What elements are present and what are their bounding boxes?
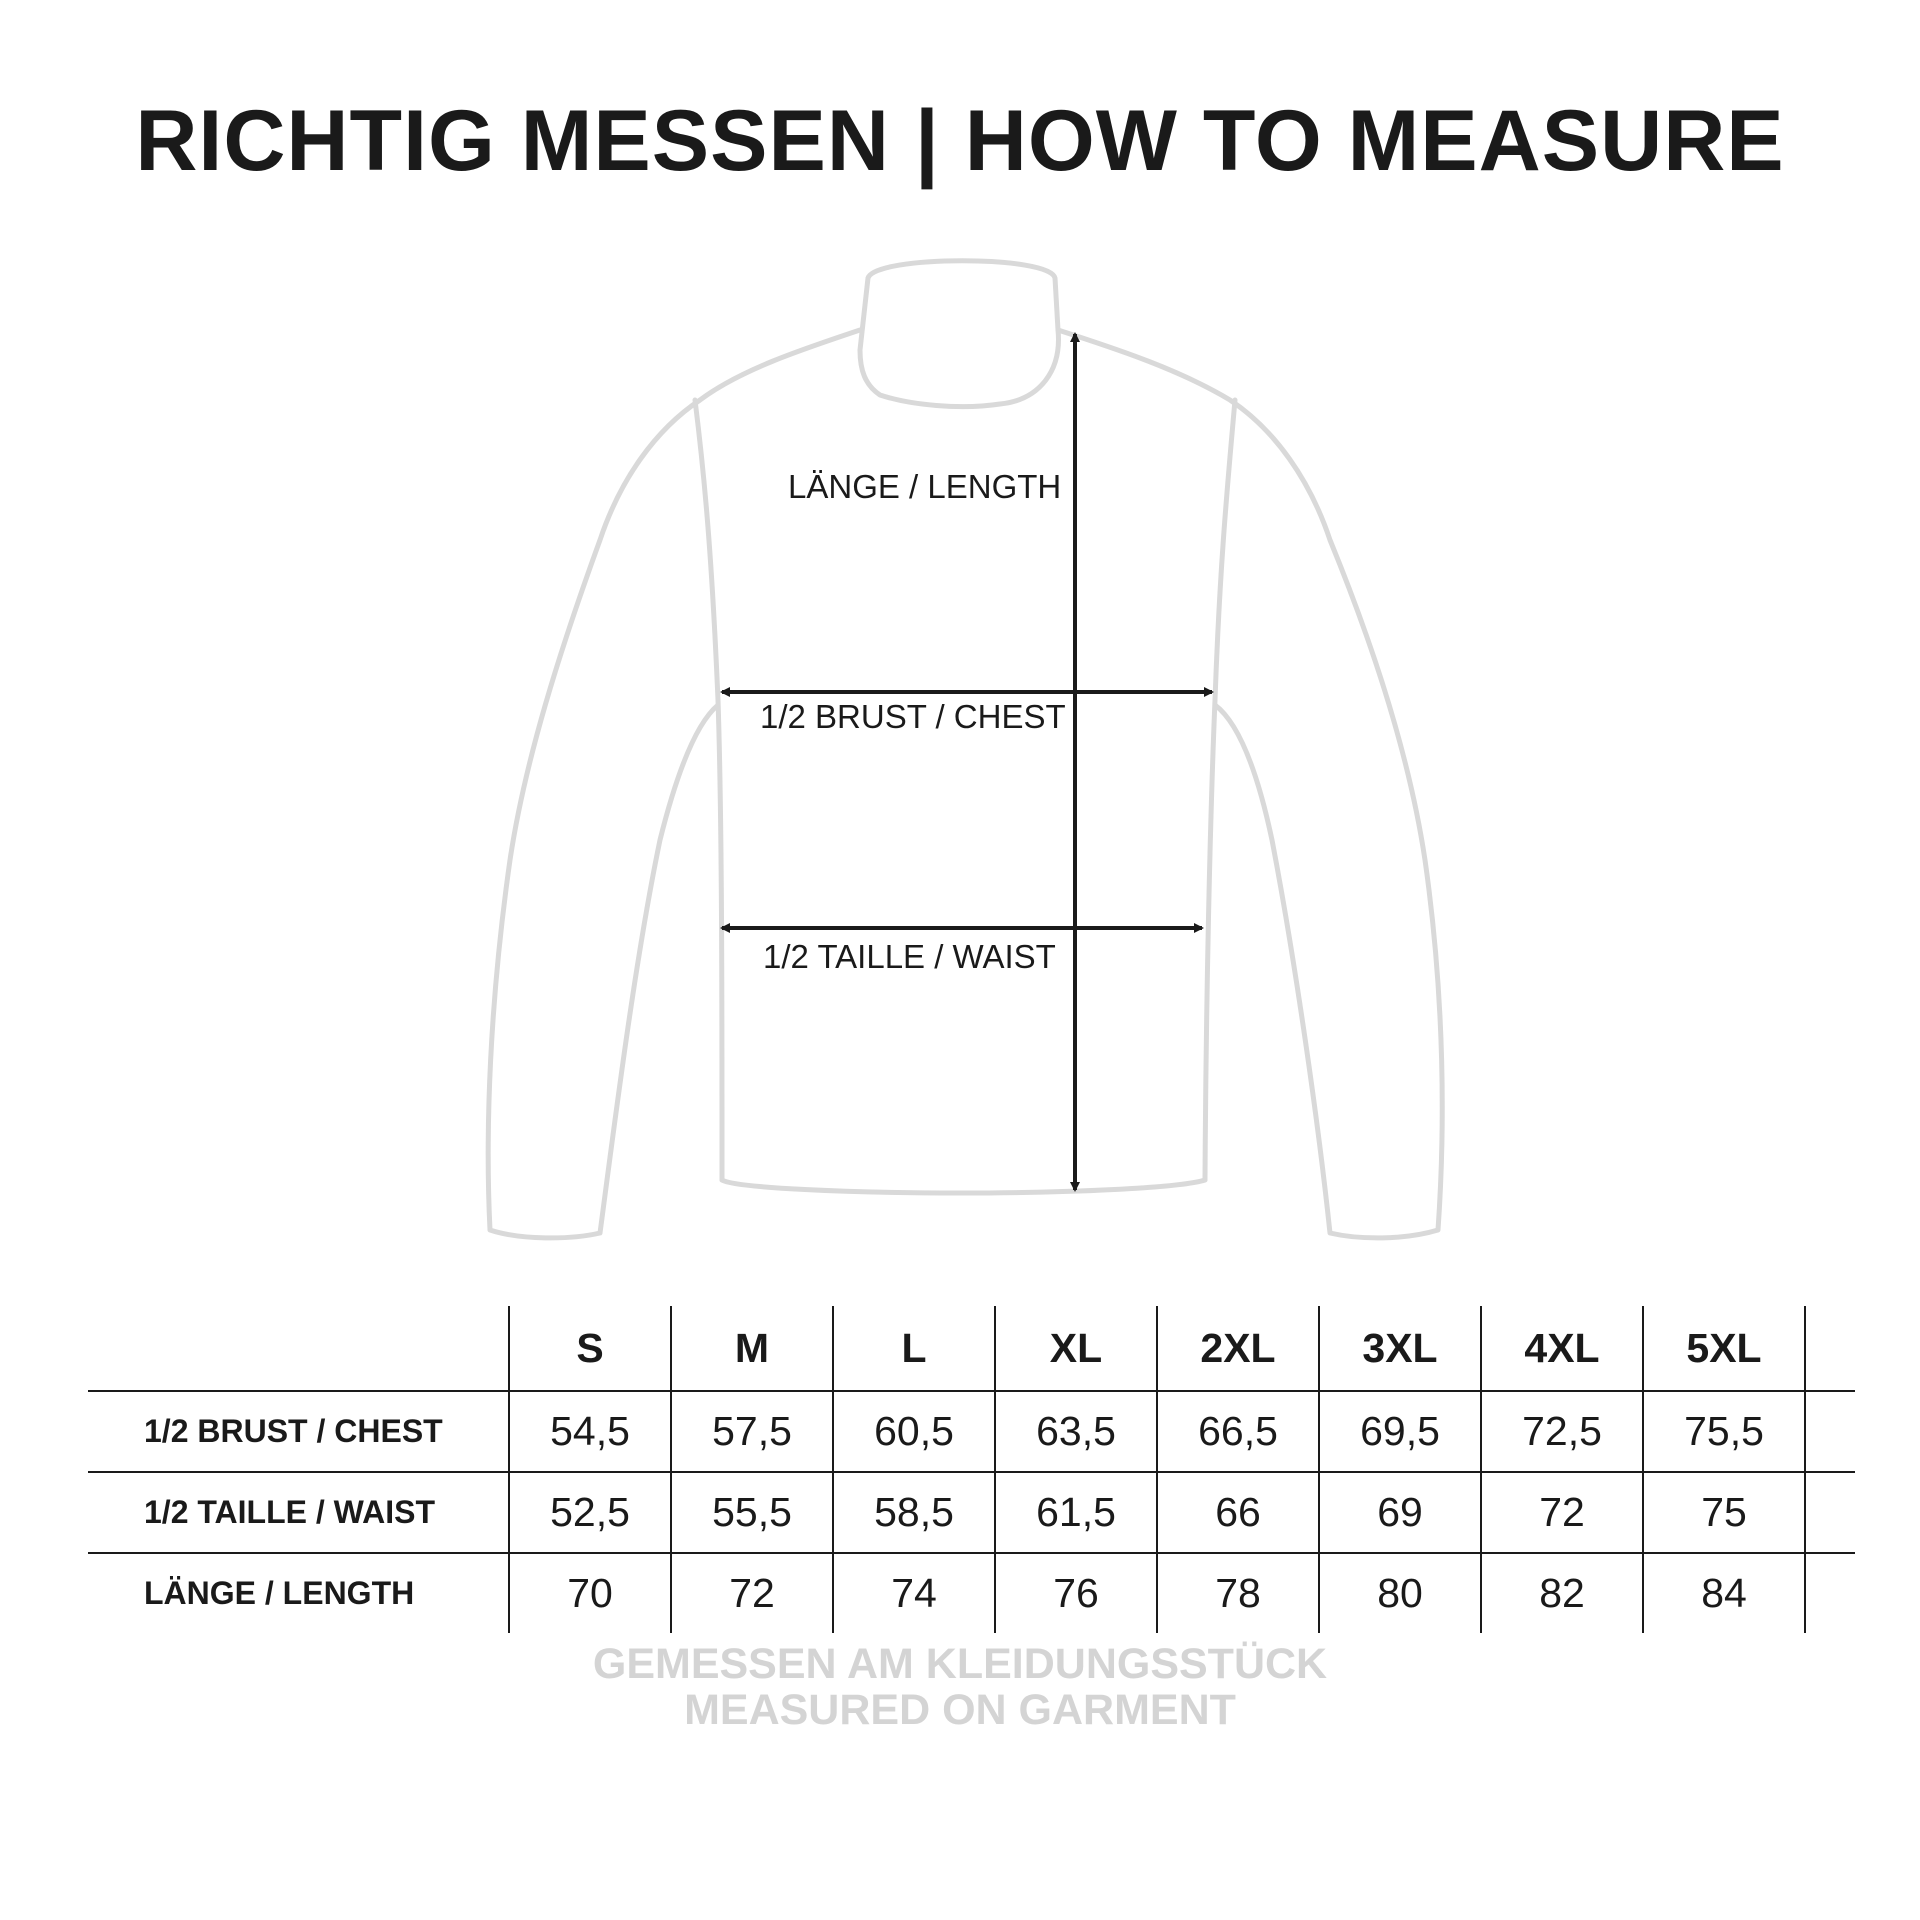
right-sleeve-shape (1058, 330, 1442, 1238)
size-header-5xl: 5XL (1643, 1306, 1805, 1391)
size-header-3xl: 3XL (1319, 1306, 1481, 1391)
waist-value-3xl: 69 (1319, 1472, 1481, 1553)
page-title: RICHTIG MESSEN | HOW TO MEASURE (135, 93, 1785, 189)
size-header-m: M (671, 1306, 833, 1391)
waist-value-4xl: 72 (1481, 1472, 1643, 1553)
table-row-length (88, 1553, 1855, 1633)
chest-value-xl: 63,5 (995, 1391, 1157, 1472)
chest-value-2xl: 66,5 (1157, 1391, 1319, 1472)
row-label-chest: 1/2 BRUST / CHEST (144, 1413, 443, 1449)
chest-value-5xl: 75,5 (1643, 1391, 1805, 1472)
table-row-waist (88, 1472, 1855, 1553)
size-header-l: L (833, 1306, 995, 1391)
footer-line-german: GEMESSEN AM KLEIDUNGSSTÜCK (592, 1640, 1328, 1688)
length-value-l: 74 (833, 1553, 995, 1633)
header-tail-cell (1805, 1306, 1855, 1391)
length-value-4xl: 82 (1481, 1553, 1643, 1633)
body-right-edge (1205, 400, 1235, 1180)
size-header-2xl: 2XL (1157, 1306, 1319, 1391)
waist-value-m: 55,5 (671, 1472, 833, 1553)
length-value-2xl: 78 (1157, 1553, 1319, 1633)
chest-value-l: 60,5 (833, 1391, 995, 1472)
length-value-m: 72 (671, 1553, 833, 1633)
length-value-3xl: 80 (1319, 1553, 1481, 1633)
chest-value-3xl: 69,5 (1319, 1391, 1481, 1472)
waist-label: 1/2 TAILLE / WAIST (763, 938, 1056, 975)
length-tail-cell (1805, 1553, 1855, 1633)
footer-line-english: MEASURED ON GARMENT (684, 1686, 1236, 1734)
waist-value-s: 52,5 (509, 1472, 671, 1553)
collar-shape (860, 261, 1058, 407)
waist-tail-cell (1805, 1472, 1855, 1553)
length-value-5xl: 84 (1643, 1553, 1805, 1633)
chest-value-m: 57,5 (671, 1391, 833, 1472)
measure-arrows (722, 334, 1212, 1190)
garment-outline (488, 261, 1442, 1238)
size-chart-table (88, 1306, 1855, 1633)
length-value-xl: 76 (995, 1553, 1157, 1633)
size-header-4xl: 4XL (1481, 1306, 1643, 1391)
waist-value-xl: 61,5 (995, 1472, 1157, 1553)
body-left-edge (695, 400, 722, 1180)
size-header-xl: XL (995, 1306, 1157, 1391)
waist-value-5xl: 75 (1643, 1472, 1805, 1553)
size-header-s: S (509, 1306, 671, 1391)
row-label-length: LÄNGE / LENGTH (144, 1575, 415, 1611)
chest-value-s: 54,5 (509, 1391, 671, 1472)
waist-value-2xl: 66 (1157, 1472, 1319, 1553)
length-label: LÄNGE / LENGTH (788, 468, 1062, 505)
chest-value-4xl: 72,5 (1481, 1391, 1643, 1472)
length-value-s: 70 (509, 1553, 671, 1633)
row-label-waist: 1/2 TAILLE / WAIST (144, 1494, 435, 1530)
waist-value-l: 58,5 (833, 1472, 995, 1553)
size-header-row (88, 1306, 1855, 1391)
chest-tail-cell (1805, 1391, 1855, 1472)
chest-label: 1/2 BRUST / CHEST (760, 698, 1066, 735)
table-row-chest (88, 1391, 1855, 1472)
header-blank-cell (88, 1306, 509, 1391)
left-sleeve-shape (488, 330, 860, 1238)
hem-edge (722, 1180, 1205, 1193)
